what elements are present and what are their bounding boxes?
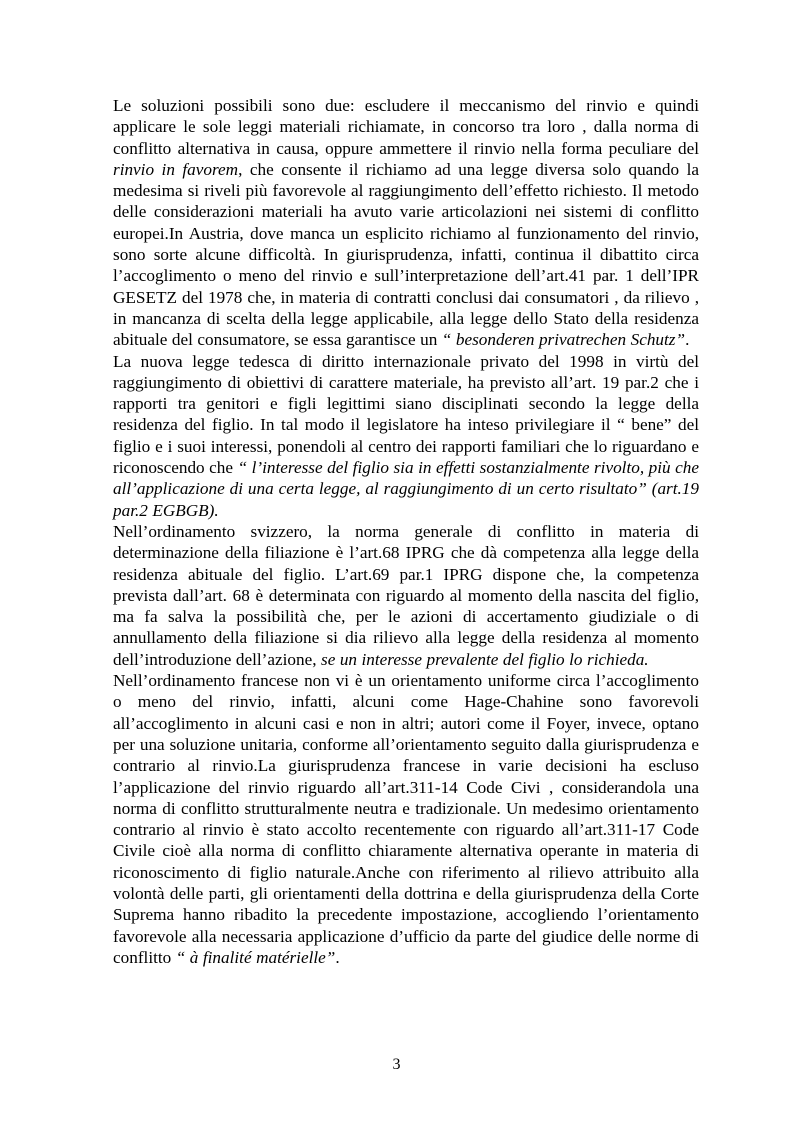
text-run: . bbox=[685, 330, 690, 350]
italic-run: “ besonderen privatrechen Schutz” bbox=[441, 330, 686, 350]
paragraph-germany bbox=[113, 351, 699, 521]
paragraph-austria bbox=[113, 95, 699, 351]
text-run: . bbox=[335, 947, 340, 967]
italic-run: se un interesse prevalente del figlio lo richieda. bbox=[321, 649, 649, 669]
text-run: , che consente il richiamo ad una legge diversa solo quando la medesima si riveli più favorevole al raggiungimento dell’effetto richiesto. Il metodo delle considerazioni materiali ha avuto varie articolazioni nei sistemi di conflitto europei.In Austria, dove manca un esplicito richiamo al funzionamento del rinvio, sono sorte alcune difficoltà. In giurisprudenza, infatti, continua il dibattito circa l’accoglimento o meno del rinvio e sull’interpretazione dell’art.41 par. 1 dell’IPR GESETZ del 1978 che, in materia di contratti conclusi dai consumatori , da rilievo , in mancanza di scelta della legge applicabile, alla legge dello Stato della residenza abituale del consumatore, se essa garantisce un bbox=[113, 159, 699, 350]
document-body bbox=[113, 95, 699, 968]
paragraph-switzerland bbox=[113, 521, 699, 670]
text-run: Le soluzioni possibili sono due: escludere il meccanismo del rinvio e quindi applicare le sole leggi materiali richiamate, in concorso tra loro , dalla norma di conflitto alternativa in causa, oppure ammettere il rinvio nella forma peculiare del bbox=[113, 96, 699, 158]
text-run: La nuova legge tedesca di diritto internazionale privato del 1998 in virtù del raggiungimento di obiettivi di carattere materiale, ha previsto all’art. 19 par.2 che i rapporti tra genitori e figli legittimi siano disciplinati secondo la legge della residenza del figlio. In tal modo il legislatore ha inteso privilegiare il “ bene” del figlio e i suoi interessi, ponendoli al centro dei rapporti familiari che lo riguardano e riconoscendo che bbox=[113, 351, 699, 478]
text-run: Nell’ordinamento francese non vi è un orientamento uniforme circa l’accoglimento o meno del rinvio, infatti, alcuni come Hage-Chahine sono favorevoli all’accoglimento in alcuni casi e non in altri; autori come il Foyer, invece, optano per una soluzione unitaria, conforme all’orientamento seguito dalla giurisprudenza e contrario al rinvio.La giurisprudenza francese in varie decisioni ha escluso l’applicazione del rinvio riguardo all’art.311-14 Code Civi , considerandola una norma di conflitto strutturalmente neutra e tradizionale. Un medesimo orientamento contrario al rinvio è stato accolto recentemente con riguardo all’art.311-17 Code Civile cioè alla norma di conflitto chiaramente alternativa operante in materia di riconoscimento di figlio naturale.Anche con riferimento al rilievo attribuito alla volontà delle parti, gli orientamenti della dottrina e della giurisprudenza della Corte Suprema hanno ribadito la precedente impostazione, accogliendo l’orientamento favorevole alla necessaria applicazione d’ufficio da parte del giudice delle norme di conflitto bbox=[113, 671, 699, 967]
italic-run: rinvio in favorem bbox=[113, 159, 239, 179]
paragraph-france bbox=[113, 670, 699, 968]
page-number: 3 bbox=[392, 1056, 401, 1073]
italic-run: “ l’interesse del figlio sia in effetti sostanzialmente rivolto, più che all’applicazione di una certa legge, al raggiungimento di un certo risultato” (art.19 par.2 EGBGB). bbox=[113, 458, 700, 520]
italic-run: “ à finalité matérielle” bbox=[175, 947, 336, 967]
text-run: Nell’ordinamento svizzero, la norma generale di conflitto in materia di determinazione della filiazione è l’art.68 IPRG che dà competenza alla legge della residenza abituale del figlio. L’art.69 par.1 IPRG dispone che, la competenza prevista dall’art. 68 è determinata con riguardo al momento della nascita del figlio, ma fa salva la possibilità che, per le azioni di accertamento giudiziale o di annullamento della filiazione si dia rilievo alla legge della residenza al momento dell’introduzione dell’azione, bbox=[113, 521, 699, 669]
